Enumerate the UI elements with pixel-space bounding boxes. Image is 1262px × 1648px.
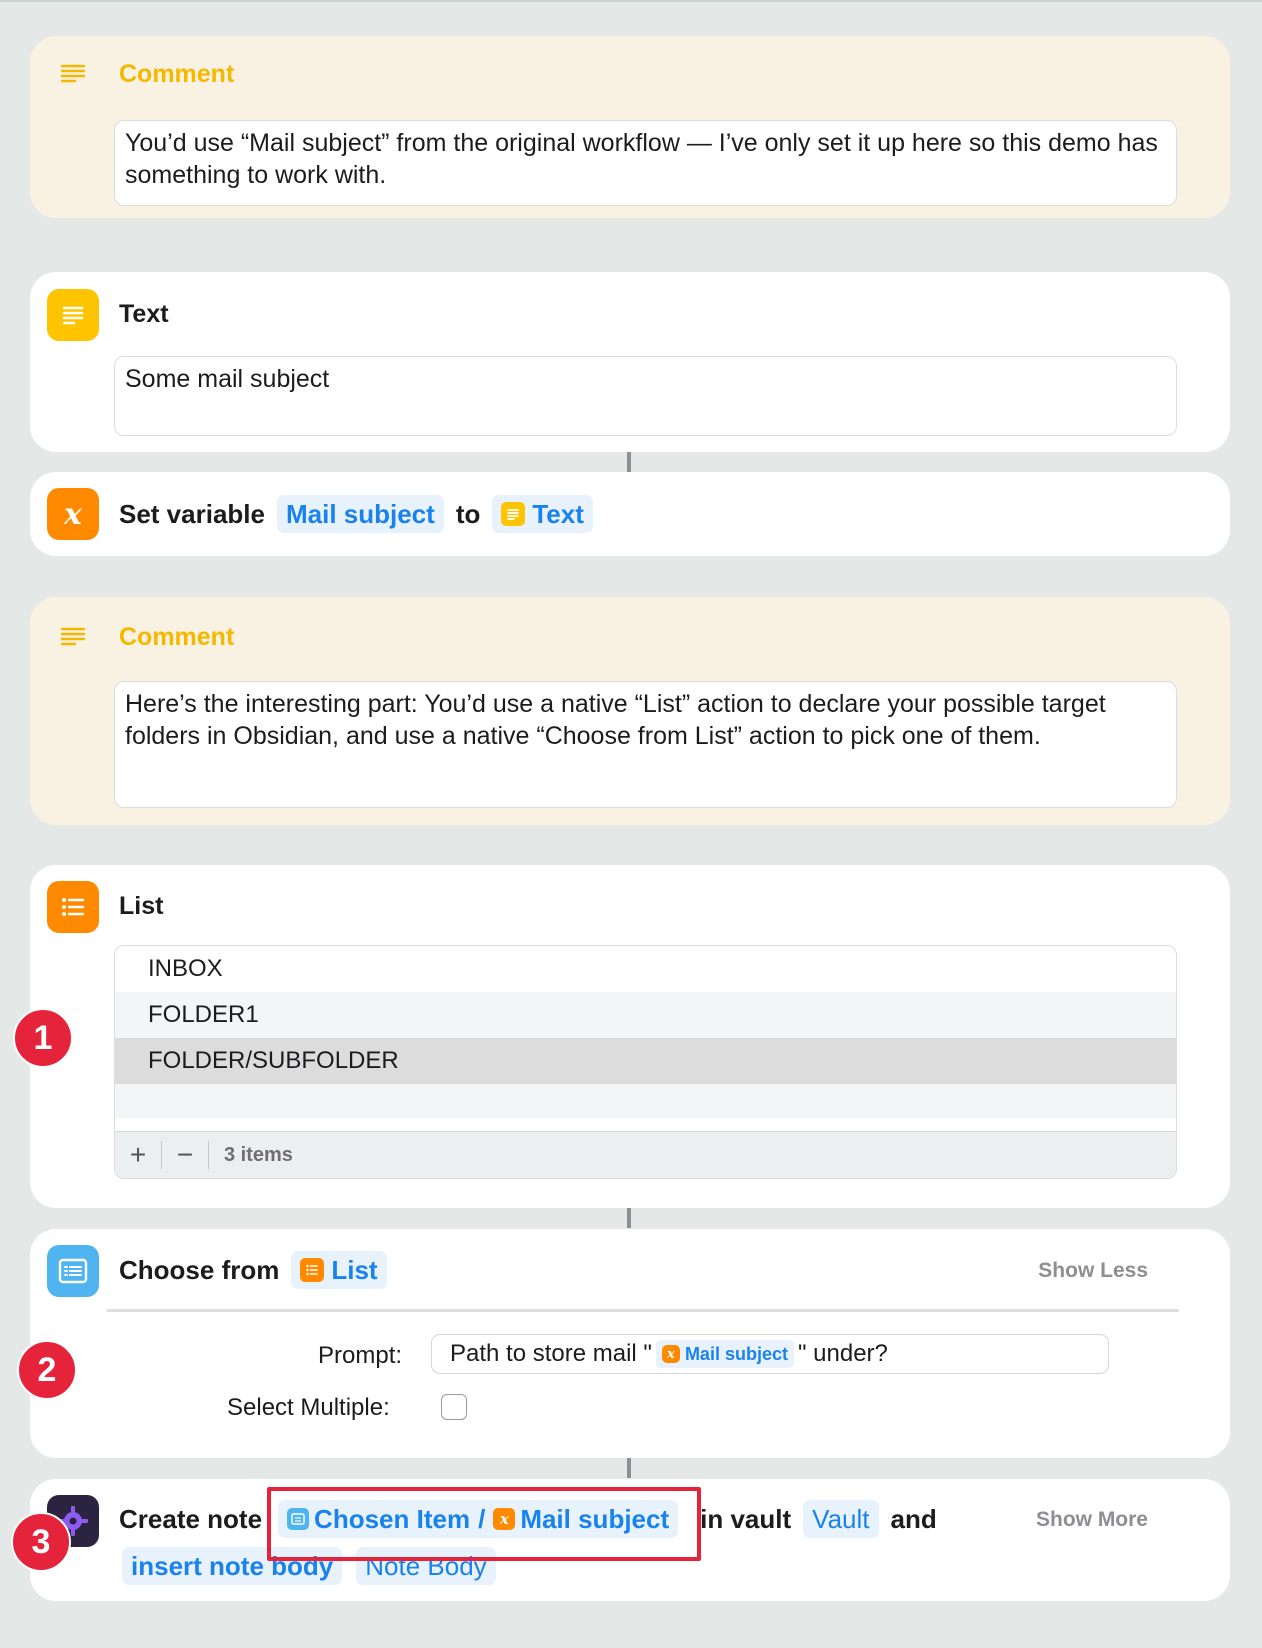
section-divider — [107, 1309, 1179, 1312]
item-count: 3 items — [224, 1143, 293, 1166]
comment-text-field[interactable]: Here’s the interesting part: You’d use a native “List” action to declare your possible target folders in Obsidian, and use a native “Choose from List” action to pick one of them. — [114, 681, 1177, 808]
bulleted-list-icon — [300, 1258, 324, 1282]
show-less-button[interactable]: Show Less — [1038, 1259, 1148, 1282]
highlight-box — [267, 1487, 701, 1561]
text-source-token[interactable] — [492, 495, 593, 533]
action-connector — [627, 452, 631, 472]
select-multiple-label: Select Multiple: — [227, 1394, 390, 1421]
list-item[interactable]: INBOX — [148, 955, 223, 982]
mail-subject-label: Mail subject — [520, 1503, 670, 1534]
to-label: to — [455, 498, 481, 529]
chosen-item-label: Chosen Item — [314, 1503, 471, 1534]
variable-x-icon: x — [47, 488, 99, 540]
list-item[interactable]: FOLDER1 — [115, 992, 1176, 1038]
select-multiple-checkbox[interactable] — [441, 1394, 467, 1420]
action-connector — [627, 1208, 631, 1228]
prompt-variable-token[interactable] — [656, 1340, 794, 1368]
annotation-badge-3: 3 — [11, 1512, 71, 1572]
prompt-variable-label: Mail subject — [684, 1343, 788, 1364]
comment-lines-icon — [47, 611, 99, 663]
comment-lines-icon — [47, 48, 99, 100]
choose-row — [119, 1250, 387, 1290]
set-variable-action[interactable] — [30, 472, 1230, 556]
add-item-button[interactable]: + — [129, 1139, 147, 1170]
in-vault-label: in vault — [700, 1503, 792, 1534]
prompt-suffix: " under? — [797, 1340, 888, 1367]
list-item[interactable]: FOLDER/SUBFOLDER — [115, 1038, 1176, 1084]
set-variable-label: Set variable — [119, 498, 265, 529]
top-divider — [0, 0, 1262, 2]
list-empty-row[interactable] — [115, 1084, 1176, 1118]
set-variable-row — [119, 494, 593, 534]
choose-from-list-action[interactable] — [30, 1229, 1230, 1458]
comment-action-1[interactable] — [30, 36, 1230, 218]
path-slash: / — [478, 1503, 486, 1534]
variable-x-icon: x — [662, 1345, 680, 1363]
choose-from-label: Choose from — [119, 1254, 280, 1285]
text-doc-icon — [501, 502, 525, 526]
choose-list-icon — [47, 1245, 99, 1297]
variable-x-icon: x — [493, 1508, 515, 1530]
variable-name-text: Mail subject — [285, 498, 435, 529]
note-body-token[interactable]: Note Body — [356, 1547, 495, 1585]
action-connector — [627, 1458, 631, 1478]
comment-text-field[interactable]: You’d use “Mail subject” from the original workflow — I’ve only set it up here so this demo has something to work with. — [114, 120, 1177, 206]
annotation-badge-2: 2 — [17, 1340, 77, 1400]
create-note-label: Create note — [119, 1503, 263, 1534]
insert-note-body-token[interactable]: insert note body — [122, 1547, 342, 1585]
annotation-badge-1: 1 — [13, 1008, 73, 1068]
list-footer — [115, 1131, 1176, 1178]
and-label: and — [890, 1503, 937, 1534]
list-source-label: List — [331, 1254, 378, 1285]
text-action[interactable] — [30, 272, 1230, 452]
list-action-title: List — [119, 892, 164, 920]
footer-separator — [208, 1141, 209, 1169]
prompt-prefix: Path to store mail " — [450, 1340, 652, 1367]
prompt-label: Prompt: — [318, 1342, 403, 1369]
comment-title: Comment — [119, 60, 235, 88]
prompt-field[interactable] — [431, 1334, 1109, 1374]
remove-item-button[interactable]: − — [176, 1139, 194, 1170]
comment-action-2[interactable] — [30, 597, 1230, 825]
bulleted-list-icon — [47, 881, 99, 933]
text-doc-icon — [47, 289, 99, 341]
text-value-field[interactable]: Some mail subject — [114, 356, 1177, 436]
text-action-title: Text — [119, 300, 169, 328]
variable-name-token[interactable] — [277, 495, 444, 533]
list-items-table — [114, 945, 1177, 1179]
vault-token[interactable]: Vault — [803, 1500, 878, 1538]
comment-title: Comment — [119, 623, 235, 651]
list-action[interactable] — [30, 865, 1230, 1208]
list-source-token[interactable] — [291, 1251, 386, 1289]
show-more-button[interactable]: Show More — [1035, 1508, 1148, 1531]
text-source-label: Text — [532, 498, 584, 529]
